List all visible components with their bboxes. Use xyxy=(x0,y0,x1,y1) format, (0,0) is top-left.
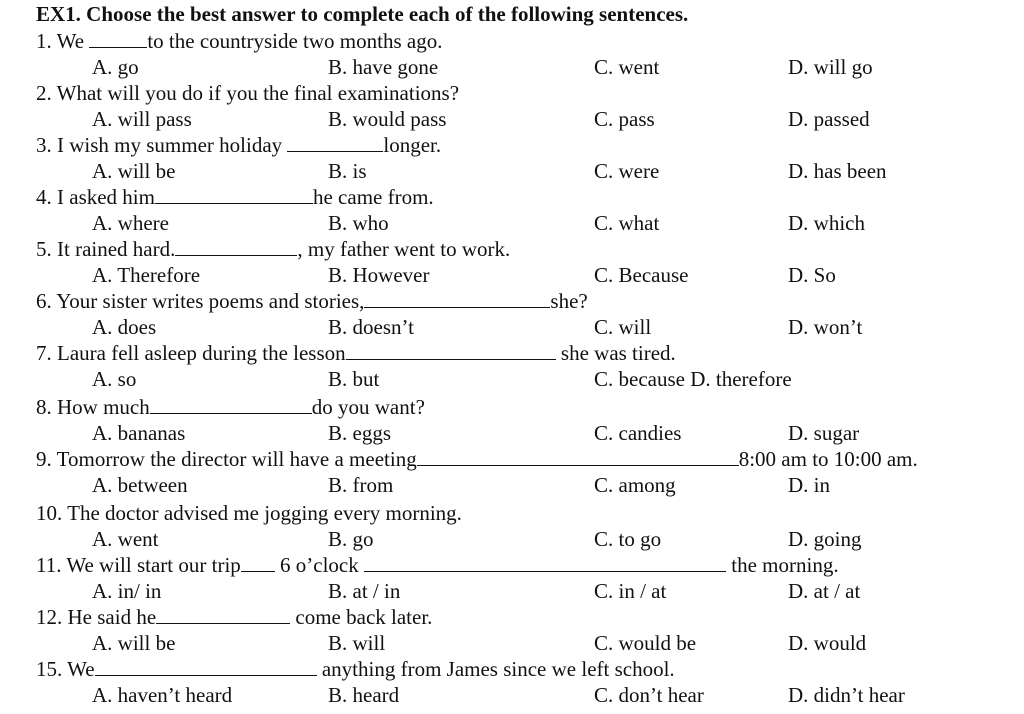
question-stem xyxy=(36,288,588,314)
option-a: A. does xyxy=(92,315,157,339)
option-a: A. in/ in xyxy=(92,579,162,603)
question-6 xyxy=(0,288,1024,340)
option-c: C. what xyxy=(594,211,660,235)
stem-text: 8. How much xyxy=(36,395,150,419)
question-4 xyxy=(0,184,1024,236)
option-d: D. will go xyxy=(788,55,873,79)
option-a: A. will pass xyxy=(92,107,192,131)
option-c: C. Because xyxy=(594,263,689,287)
question-8 xyxy=(0,394,1024,446)
stem-text: 10. The doctor advised me jogging every morning. xyxy=(36,501,462,525)
option-c: C. were xyxy=(594,159,660,183)
answer-blank xyxy=(155,185,313,204)
stem-text: 1. We xyxy=(36,29,90,53)
answer-blank xyxy=(364,553,726,572)
option-d: D. So xyxy=(788,263,836,287)
stem-text: longer. xyxy=(383,133,442,157)
option-d: D. won’t xyxy=(788,315,863,339)
option-d: D. would xyxy=(788,631,867,655)
option-a: A. will be xyxy=(92,631,176,655)
option-c: C. because D. therefore xyxy=(594,367,792,391)
option-d: D. at / at xyxy=(788,579,861,603)
stem-text: 7. Laura fell asleep during the lesson xyxy=(36,341,346,365)
stem-text: 9. Tomorrow the director will have a meeting xyxy=(36,447,417,471)
option-d: D. didn’t hear xyxy=(788,683,905,707)
option-a: A. between xyxy=(92,473,188,497)
option-a: A. go xyxy=(92,55,139,79)
question-15 xyxy=(0,656,1024,708)
option-b: B. However xyxy=(328,263,430,287)
option-c: C. don’t hear xyxy=(594,683,704,707)
question-11 xyxy=(0,552,1024,604)
question-7 xyxy=(0,340,1024,392)
answer-blank xyxy=(89,29,147,48)
answer-blank xyxy=(364,289,550,308)
question-stem xyxy=(36,132,441,158)
stem-text: 2. What will you do if you the final examinations? xyxy=(36,81,460,105)
option-a: A. so xyxy=(92,367,137,391)
option-b: B. go xyxy=(328,527,374,551)
answer-blank xyxy=(417,447,739,466)
option-c: C. to go xyxy=(594,527,662,551)
question-2 xyxy=(0,80,1024,132)
option-a: A. where xyxy=(92,211,169,235)
question-stem xyxy=(36,656,675,682)
option-c: C. would be xyxy=(594,631,697,655)
stem-text: 11. We will start our trip xyxy=(36,553,241,577)
option-b: B. doesn’t xyxy=(328,315,414,339)
answer-blank xyxy=(150,395,312,414)
option-b: B. who xyxy=(328,211,389,235)
option-d: D. going xyxy=(788,527,862,551)
option-a: A. went xyxy=(92,527,159,551)
stem-text: to the countryside two months ago. xyxy=(147,29,443,53)
question-stem xyxy=(36,604,432,630)
option-a: A. bananas xyxy=(92,421,186,445)
option-d: D. has been xyxy=(788,159,887,183)
option-c: C. among xyxy=(594,473,676,497)
option-b: B. from xyxy=(328,473,394,497)
question-5 xyxy=(0,236,1024,288)
stem-text: 6 o’clock xyxy=(274,553,365,577)
option-b: B. heard xyxy=(328,683,400,707)
question-12 xyxy=(0,604,1024,656)
option-c: C. will xyxy=(594,315,652,339)
question-stem xyxy=(36,500,462,526)
stem-text: come back later. xyxy=(290,605,433,629)
stem-text: 4. I asked him xyxy=(36,185,155,209)
question-1 xyxy=(0,28,1024,80)
stem-text: she was tired. xyxy=(555,341,676,365)
stem-text: anything from James since we left school. xyxy=(316,657,675,681)
stem-text: 3. I wish my summer holiday xyxy=(36,133,288,157)
option-c: C. candies xyxy=(594,421,682,445)
question-stem xyxy=(36,340,676,366)
option-a: A. haven’t heard xyxy=(92,683,233,707)
option-b: B. at / in xyxy=(328,579,401,603)
stem-text: 6. Your sister writes poems and stories, xyxy=(36,289,365,313)
option-d: D. passed xyxy=(788,107,870,131)
question-10 xyxy=(0,500,1024,552)
option-d: D. which xyxy=(788,211,865,235)
answer-blank xyxy=(241,553,275,572)
stem-text: he came from. xyxy=(312,185,434,209)
option-a: A. will be xyxy=(92,159,176,183)
answer-blank xyxy=(175,237,297,256)
question-stem xyxy=(36,446,918,472)
option-c: C. went xyxy=(594,55,660,79)
answer-blank xyxy=(156,605,290,624)
option-a: A. Therefore xyxy=(92,263,201,287)
stem-text: , my father went to work. xyxy=(297,237,511,261)
stem-text: 8:00 am to 10:00 am. xyxy=(738,447,918,471)
answer-blank xyxy=(95,657,317,676)
stem-text: 15. We xyxy=(36,657,95,681)
option-b: B. eggs xyxy=(328,421,391,445)
option-b: B. have gone xyxy=(328,55,439,79)
stem-text: 5. It rained hard. xyxy=(36,237,176,261)
stem-text: the morning. xyxy=(726,553,839,577)
question-stem xyxy=(36,394,425,420)
stem-text: 12. He said he xyxy=(36,605,157,629)
question-3 xyxy=(0,132,1024,184)
stem-text: do you want? xyxy=(311,395,425,419)
cropped-next-line xyxy=(36,708,416,714)
question-stem xyxy=(36,552,839,578)
option-d: D. in xyxy=(788,473,830,497)
option-c: C. pass xyxy=(594,107,655,131)
option-d: D. sugar xyxy=(788,421,860,445)
exercise-title: EX1. Choose the best answer to complete each of the following sentences. xyxy=(36,2,689,26)
question-9 xyxy=(0,446,1024,498)
option-b: B. is xyxy=(328,159,367,183)
answer-blank xyxy=(287,133,383,152)
option-b: B. will xyxy=(328,631,386,655)
option-c: C. in / at xyxy=(594,579,667,603)
question-stem xyxy=(36,28,442,54)
question-stem xyxy=(36,184,434,210)
answer-blank xyxy=(346,341,556,360)
option-b: B. but xyxy=(328,367,380,391)
stem-text: she? xyxy=(550,289,588,313)
question-stem xyxy=(36,80,459,106)
question-stem xyxy=(36,236,510,262)
option-b: B. would pass xyxy=(328,107,447,131)
